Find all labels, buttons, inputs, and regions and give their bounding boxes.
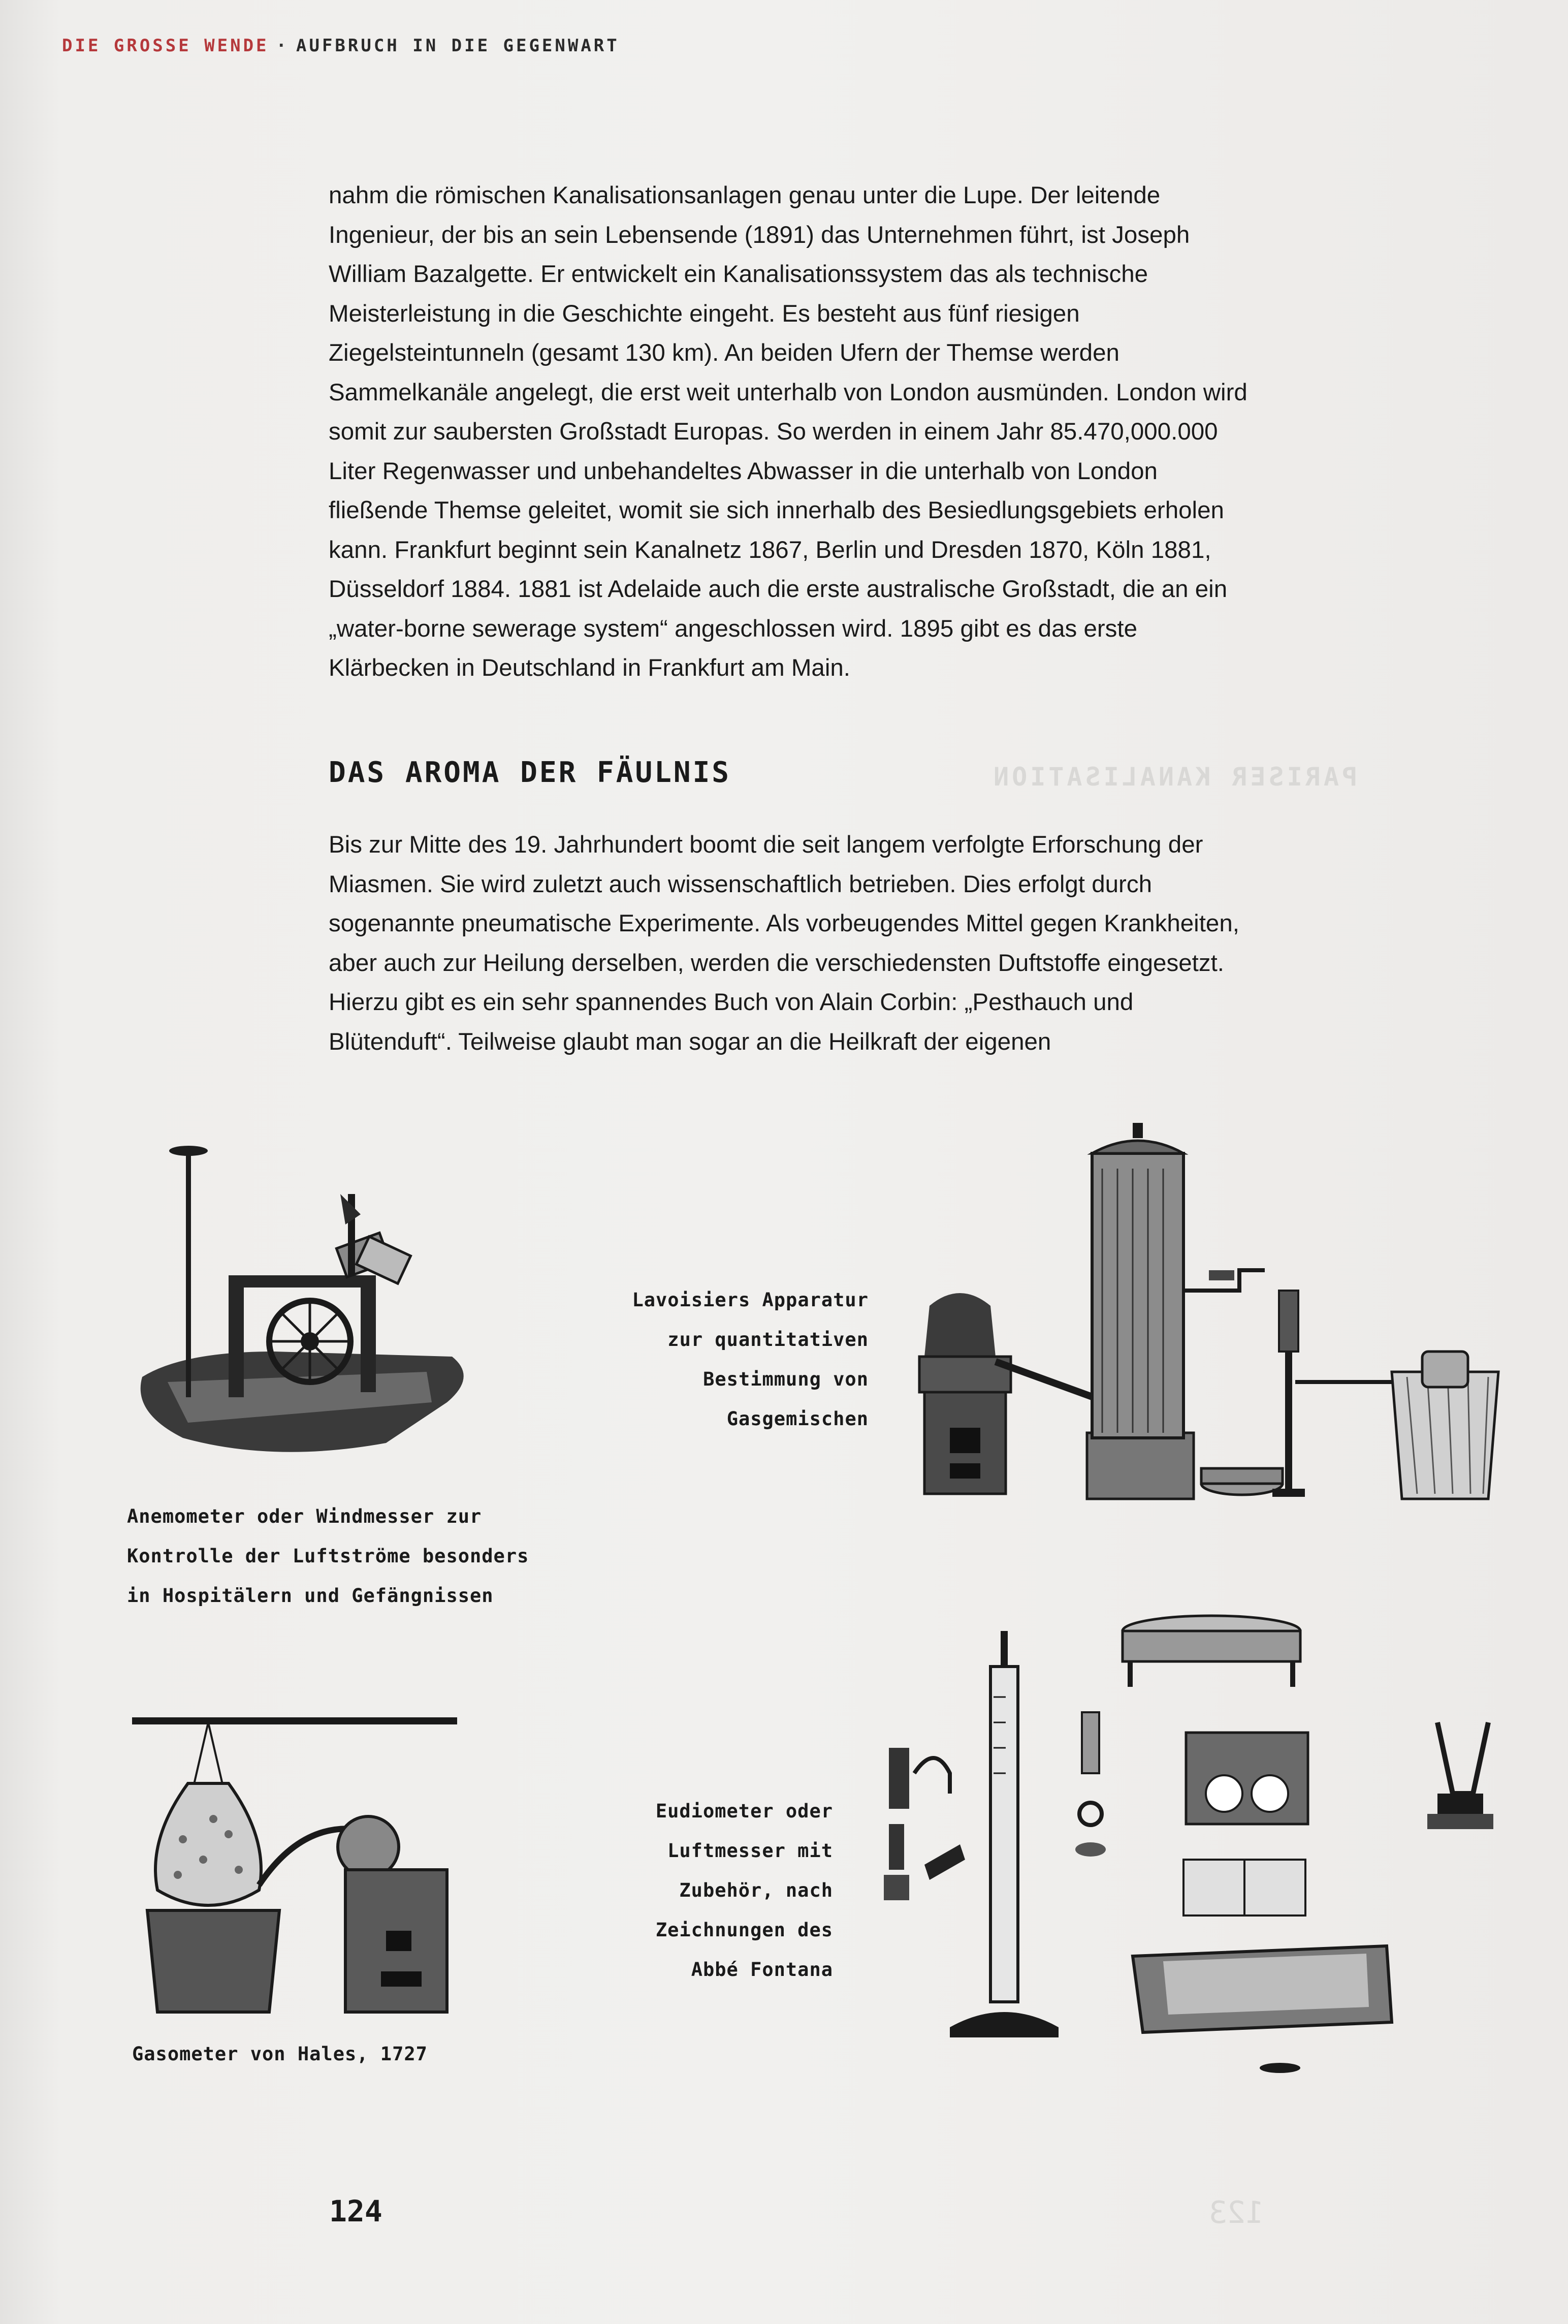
- bleed-through-heading: PARISER KANALISATION: [990, 762, 1358, 792]
- gasometer-caption: Gasometer von Hales, 1727: [132, 2043, 428, 2065]
- eudiometer-caption-line: Luftmesser mit: [667, 1840, 833, 1862]
- header-chapter: AUFBRUCH IN DIE GEGENWART: [296, 36, 620, 56]
- eudiometer-caption-line: Abbé Fontana: [691, 1959, 833, 1981]
- eudiometer-caption-line: Eudiometer oder: [655, 1800, 833, 1822]
- anemometer-illustration: [122, 1138, 488, 1463]
- intro-paragraph: nahm die römischen Kanalisationsanlagen genau unter die Lupe. Der leitende Ingenieur, der bis an sein Lebensende (1891) das Unternehmen führt, ist Joseph William Bazalgette. Er entwickelt ein Kanalisationssystem das als technische Meisterleistung in die Geschichte eingeht. Es besteht aus fünf riesigen Ziegelsteintunneln (gesamt 130 km). An beiden Ufern der Themse werden Sammelkanäle angelegt, die erst weit unterhalb von London ausmünden. London wird somit zur saubersten Großstadt Europas. So werden in einem Jahr 85.470,000.000 Liter Regenwasser und unbehandeltes Abwasser in die unterhalb von London fließende Themse geleitet, womit sie sich innerhalb des Besiedlungsgebiets erholen kann. Frankfurt beginnt sein Kanalnetz 1867, Berlin und Dresden 1870, Köln 1881, Düsseldorf 1884. 1881 ist Adelaide auch die erste australische Großstadt, die an ein „water-borne sewerage system“ angeschlossen wird. 1895 gibt es das erste Klärbecken in Deutschland in Frankfurt am Main.: [329, 182, 1247, 681]
- eudiometer-caption-line: Zubehör, nach: [679, 1879, 833, 1901]
- bleed-through-page-number: 123: [1209, 2195, 1264, 2231]
- eudiometer-caption-line: Zeichnungen des: [655, 1919, 833, 1941]
- lavoisier-caption-line: Bestimmung von: [703, 1368, 869, 1390]
- header-section: DIE GROSSE WENDE: [62, 36, 269, 56]
- header-separator: ·: [276, 36, 289, 56]
- lavoisier-caption-line: Gasgemischen: [726, 1408, 869, 1430]
- lavoisier-caption-line: zur quantitativen: [667, 1329, 869, 1351]
- page-number: 124: [329, 2194, 382, 2228]
- eudiometer-caption: [559, 1792, 833, 1990]
- lavoisier-apparatus-illustration: [909, 1118, 1509, 1514]
- gasometer-illustration: [132, 1707, 467, 2032]
- anemometer-caption-line: Kontrolle der Luftströme besonders: [127, 1545, 529, 1567]
- eudiometer-illustration: [879, 1621, 1509, 2083]
- lavoisier-caption: [559, 1280, 869, 1439]
- running-header: [62, 36, 620, 56]
- anemometer-caption-line: in Hospitälern und Gefängnissen: [127, 1585, 494, 1607]
- section-heading: DAS AROMA DER FÄULNIS: [329, 756, 731, 789]
- anemometer-caption-line: Anemometer oder Windmesser zur: [127, 1505, 482, 1527]
- anemometer-caption: [127, 1497, 529, 1616]
- lavoisier-caption-line: Lavoisiers Apparatur: [632, 1289, 869, 1311]
- section-paragraph: Bis zur Mitte des 19. Jahrhundert boomt die seit langem verfolgte Erforschung der Miasmen. Sie wird zuletzt auch wissenschaftlich betrieben. Dies erfolgt durch sogenannte pneumatische Experimente. Als vorbeugendes Mittel gegen Krankheiten, aber auch zur Heilung derselben, werden die verschiedensten Duftstoffe eingesetzt. Hierzu gibt es ein sehr spannendes Buch von Alain Corbin: „Pesthauch und Blütenduft“. Teilweise glaubt man sogar an die Heilkraft der eigenen: [329, 831, 1239, 1055]
